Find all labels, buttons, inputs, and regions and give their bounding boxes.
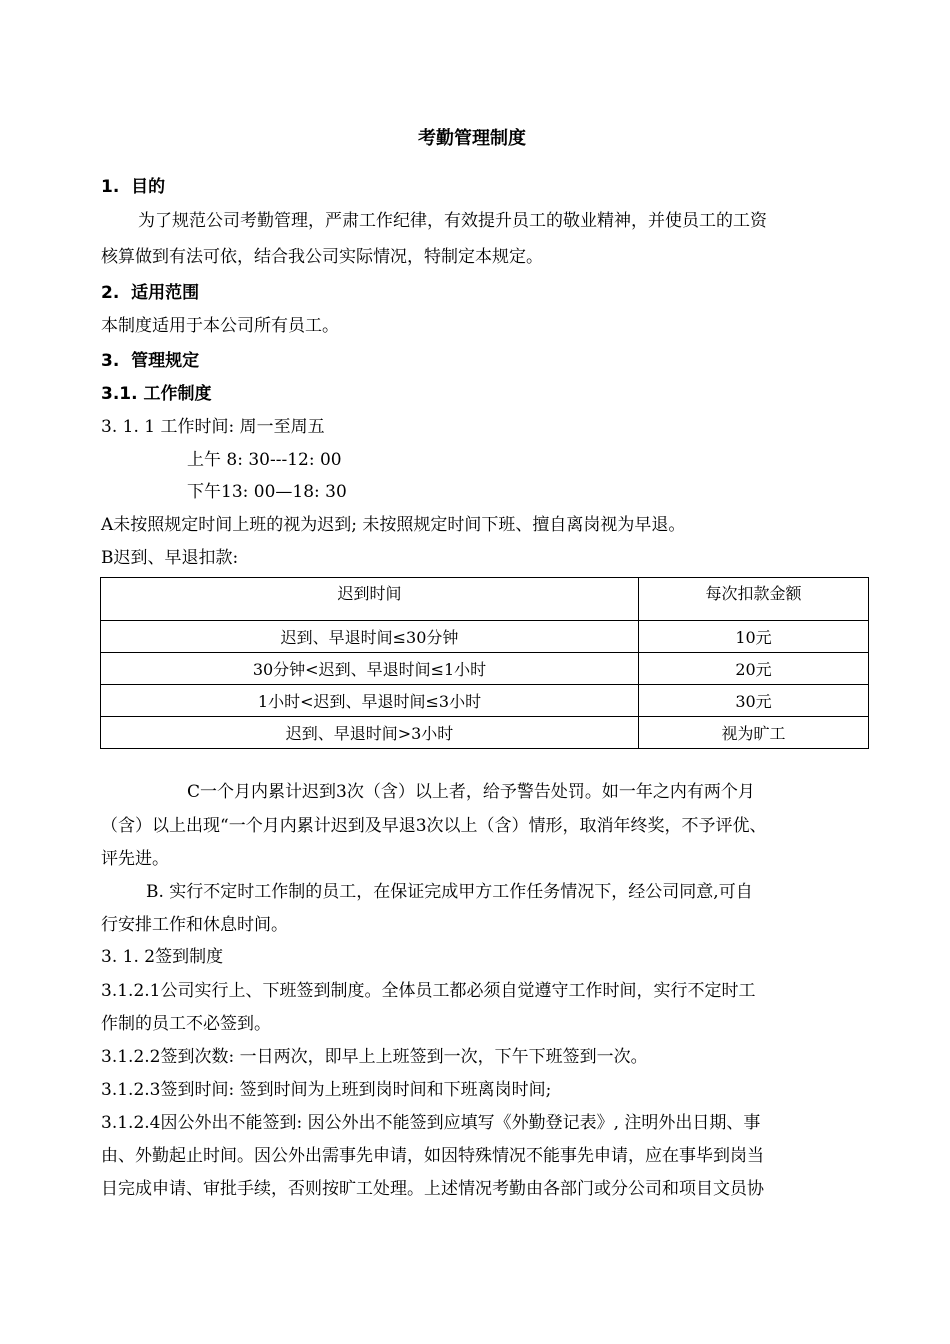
table-header-row — [101, 578, 869, 621]
table-cell: 迟到、早退时间>3小时 — [101, 717, 639, 749]
section-3-1-heading: 3.1. 工作制度 — [101, 384, 212, 404]
section-3-1-2-4-line-3: 日完成申请、审批手续，否则按旷工处理。上述情况考勤由各部门或分公司和项目文员协 — [101, 1179, 764, 1199]
table-cell: 视为旷工 — [639, 717, 869, 749]
table-row — [101, 621, 869, 653]
table-row — [101, 685, 869, 717]
section-3-1-2-2-line: 3.1.2.2签到次数: 一日两次，即早上上班签到一次，下午下班签到一次。 — [101, 1047, 648, 1067]
section-2-heading: 2. 适用范围 — [101, 283, 200, 303]
table-cell: 30元 — [639, 685, 869, 717]
table-cell: 1小时<迟到、早退时间≤3小时 — [101, 685, 639, 717]
section-2-body: 本制度适用于本公司所有员工。 — [101, 316, 339, 336]
afternoon-hours: 下午13: 00—18: 30 — [187, 482, 347, 502]
section-1-heading: 1. 目的 — [101, 177, 166, 197]
section-3-1-2-4-line-2: 由、外勤起止时间。因公外出需事先申请，如因特殊情况不能事先申请，应在事毕到岗当 — [101, 1146, 764, 1166]
section-1-body-line-2: 核算做到有法可依，结合我公司实际情况，特制定本规定。 — [101, 247, 543, 267]
rule-a: A未按照规定时间上班的视为迟到; 未按照规定时间下班、擅自离岗视为早退。 — [101, 515, 686, 535]
rule-b2-line-1: B. 实行不定时工作制的员工，在保证完成甲方工作任务情况下，经公司同意,可自 — [146, 882, 753, 902]
section-3-heading: 3. 管理规定 — [101, 351, 200, 371]
section-3-1-2-3-line: 3.1.2.3签到时间: 签到时间为上班到岗时间和下班离岗时间; — [101, 1080, 552, 1100]
section-3-1-2-1-line-2: 作制的员工不必签到。 — [101, 1014, 271, 1034]
table-row — [101, 717, 869, 749]
section-3-1-2-line: 3. 1. 2签到制度 — [101, 947, 224, 967]
table-header-cell: 每次扣款金额 — [639, 578, 869, 621]
doc-title: 考勤管理制度 — [418, 128, 526, 149]
section-3-1-1-line: 3. 1. 1 工作时间: 周一至周五 — [101, 417, 325, 437]
section-3-1-2-1-line-1: 3.1.2.1公司实行上、下班签到制度。全体员工都必须自觉遵守工作时间，实行不定时工 — [101, 981, 756, 1001]
table-cell: 20元 — [639, 653, 869, 685]
rule-c-line-1: C一个月内累计迟到3次（含）以上者，给予警告处罚。如一年之内有两个月 — [187, 782, 755, 802]
table-cell: 30分钟<迟到、早退时间≤1小时 — [101, 653, 639, 685]
table-cell: 10元 — [639, 621, 869, 653]
rule-c-line-2: （含）以上出现“一个月内累计迟到及早退3次以上（含）情形，取消年终奖，不予评优、 — [101, 816, 767, 836]
table-header-cell: 迟到时间 — [101, 578, 639, 621]
rule-b: B迟到、早退扣款: — [101, 548, 239, 568]
table-cell: 迟到、早退时间≤30分钟 — [101, 621, 639, 653]
rule-b2-line-2: 行安排工作和休息时间。 — [101, 915, 288, 935]
section-1-body-line-1: 为了规范公司考勤管理，严肃工作纪律，有效提升员工的敬业精神，并使员工的工资 — [138, 211, 767, 231]
table-row — [101, 653, 869, 685]
section-3-1-2-4-line-1: 3.1.2.4因公外出不能签到: 因公外出不能签到应填写《外勤登记表》, 注明外出日期、事 — [101, 1113, 761, 1133]
deduction-table — [100, 577, 869, 749]
morning-hours: 上午 8: 30---12: 00 — [187, 450, 342, 470]
rule-c-line-3: 评先进。 — [101, 849, 169, 869]
